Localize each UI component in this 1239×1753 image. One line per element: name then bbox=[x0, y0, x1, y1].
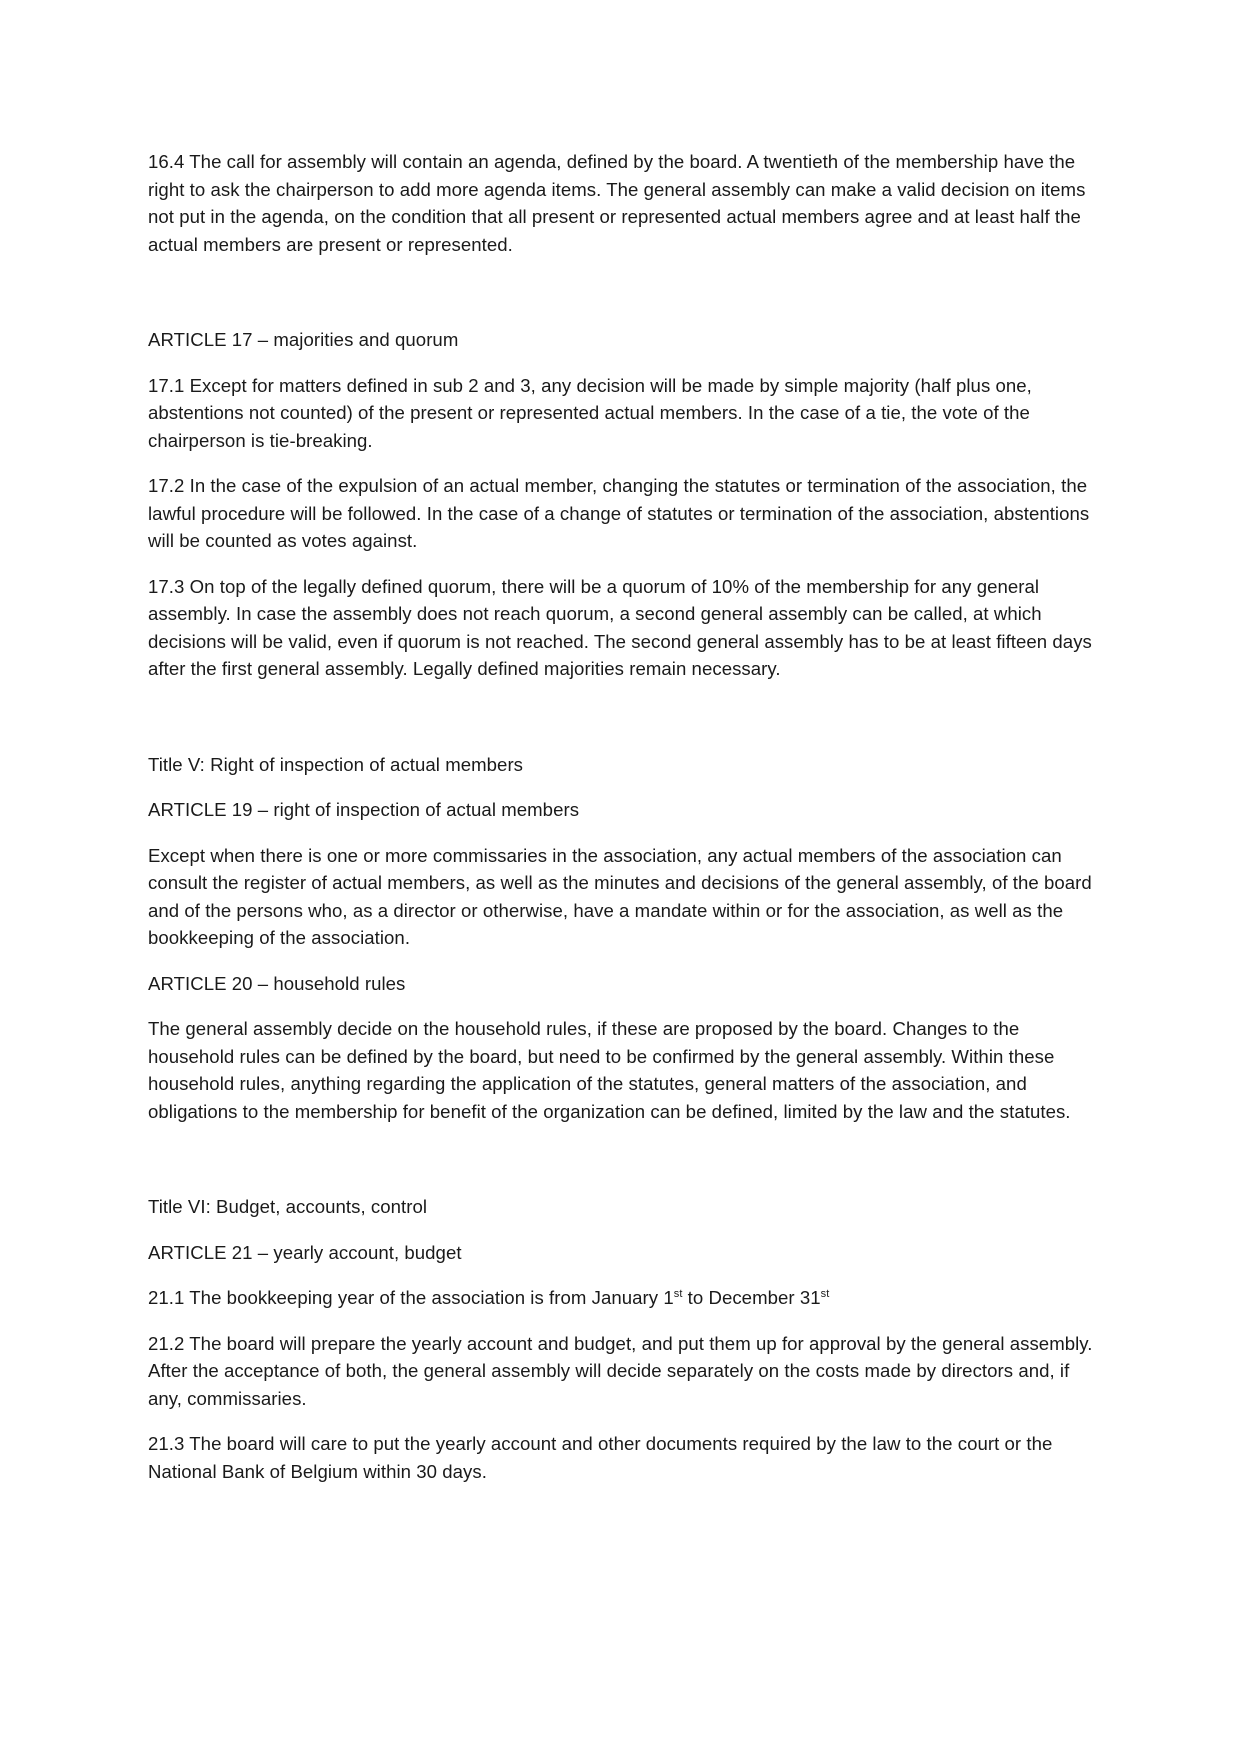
paragraph-17-2: 17.2 In the case of the expulsion of an actual member, changing the statutes or termination of the association, the lawful procedure will be followed. In the case of a change of statutes or termination of the association, abstentions will be counted as votes against. bbox=[148, 475, 1090, 551]
paragraph-21-1 bbox=[148, 1284, 1098, 1312]
article-20-heading: ARTICLE 20 – household rules bbox=[148, 972, 406, 994]
superscript-st-1: st bbox=[673, 1287, 683, 1300]
paragraph-17-3: 17.3 On top of the legally defined quorum, there will be a quorum of 10% of the membership for any general assembly. In case the assembly does not reach quorum, a second general assembly can be called, at which decisions will be valid, even if quorum is not reached. The second general assembly has to be at least fifteen days after the first general assembly. Legally defined majorities remain necessary. bbox=[148, 575, 1092, 679]
article-21-heading: ARTICLE 21 – yearly account, budget bbox=[148, 1241, 462, 1263]
paragraph-19: Except when there is one or more commissaries in the association, any actual members of the association can consult the register of actual members, as well as the minutes and decisions of the general assembly, of the board and of the persons who, as a director or otherwise, have a mandate within or for the association, as well as the bookkeeping of the association. bbox=[148, 844, 1092, 948]
paragraph-16-4: 16.4 The call for assembly will contain an agenda, defined by the board. A twentieth of the membership have the right to ask the chairperson to add more agenda items. The general assembly can make a valid decision on items not put in the agenda, on the condition that all present or represented actual members agree and at least half the actual members are present or represented. bbox=[148, 151, 1086, 255]
paragraph-21-2: 21.2 The board will prepare the yearly account and budget, and put them up for approval by the general assembly. After the acceptance of both, the general assembly will decide separately on the costs made by directors and, if any, commissaries. bbox=[148, 1332, 1093, 1409]
paragraph-21-3: 21.3 The board will care to put the yearly account and other documents required by the law to the court or the National Bank of Belgium within 30 days. bbox=[148, 1433, 1053, 1482]
title-vi-heading: Title VI: Budget, accounts, control bbox=[148, 1196, 428, 1217]
paragraph-20: The general assembly decide on the household rules, if these are proposed by the board. Changes to the household rules can be defined by the board, but need to be confirmed by the general assembly. Within these household rules, anything regarding the application of the statutes, general matters of the association, and obligations to the membership for benefit of the organization can be defined, limited by the law and the statutes. bbox=[148, 1018, 1071, 1122]
document-body bbox=[148, 148, 1098, 1485]
paragraph-21-1-text-a: 21.1 The bookkeeping year of the association is from January 1 bbox=[148, 1287, 674, 1308]
superscript-st-2: st bbox=[820, 1287, 830, 1300]
article-19-heading: ARTICLE 19 – right of inspection of actual members bbox=[148, 799, 580, 820]
paragraph-17-1: 17.1 Except for matters defined in sub 2 and 3, any decision will be made by simple majority (half plus one, abstentions not counted) of the present or represented actual members. In the case of a tie, the vote of the chairperson is tie-breaking. bbox=[148, 374, 1032, 451]
article-17-heading: ARTICLE 17 – majorities and quorum bbox=[148, 329, 459, 350]
title-v-heading: Title V: Right of inspection of actual members bbox=[148, 753, 524, 775]
paragraph-21-1-text-b: to December 31 bbox=[682, 1287, 821, 1308]
